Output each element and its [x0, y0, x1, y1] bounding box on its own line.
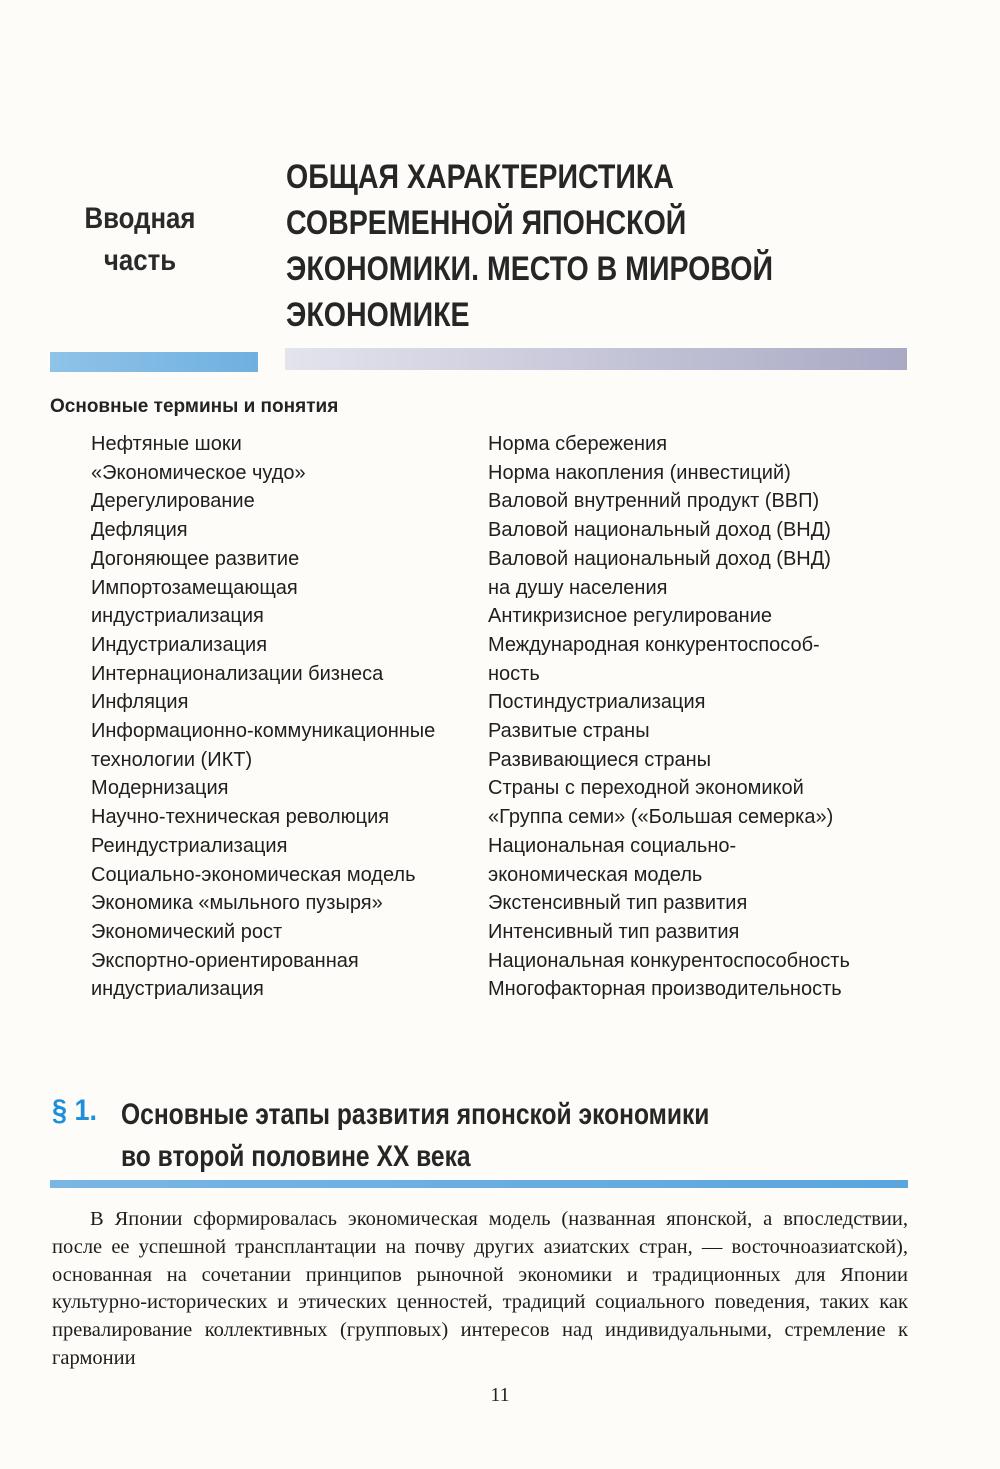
- section-title-line1: Основные этапы развития японской экономики: [121, 1098, 710, 1131]
- terms-list-left: [91, 430, 481, 1004]
- term-item: Реиндустриализация: [91, 834, 288, 857]
- chapter-title-line: ОБЩАЯ ХАРАКТЕРИСТИКА: [286, 158, 674, 196]
- term-item: Инфляция: [91, 691, 189, 714]
- term-item: Дерегулирование: [91, 490, 255, 513]
- term-item: Валовой национальный доход (ВНД): [488, 547, 831, 570]
- term-item: технологии (ИКТ): [91, 748, 253, 771]
- term-item: индустриализация: [91, 605, 264, 628]
- chapter-title: [286, 154, 874, 338]
- term-item: Научно-техническая революция: [91, 806, 390, 829]
- term-item: Норма накопления (инвестиций): [488, 461, 791, 484]
- chapter-title-line: ЭКОНОМИКЕ: [286, 296, 470, 334]
- term-item: Социально-экономическая модель: [91, 863, 416, 886]
- term-item: Страны с переходной экономикой: [488, 777, 804, 800]
- term-item: Интенсивный тип развития: [488, 920, 740, 943]
- term-item: Дефляция: [91, 519, 188, 542]
- term-item: Экономика «мыльного пузыря»: [91, 892, 383, 915]
- term-item: Национальная конкурентоспособность: [488, 949, 850, 972]
- term-item: Догоняющее развитие: [91, 547, 300, 570]
- term-item: Валовой национальный доход (ВНД): [488, 519, 831, 542]
- term-item: Индустриализация: [91, 633, 268, 656]
- term-item: индустриализация: [91, 978, 264, 1001]
- term-item: Национальная социально-: [488, 834, 737, 857]
- section-number: § 1.: [52, 1094, 98, 1127]
- term-item: Экономический рост: [91, 920, 283, 943]
- term-item: Нефтяные шоки: [91, 433, 242, 455]
- decorative-bar-right: [285, 348, 907, 370]
- term-item: Интернационализации бизнеса: [91, 662, 384, 685]
- intro-label-line1: Вводная: [84, 202, 196, 235]
- terms-list-right: [488, 430, 908, 1004]
- chapter-title-line: СОВРЕМЕННОЙ ЯПОНСКОЙ: [286, 204, 687, 242]
- term-item: Развивающиеся страны: [488, 748, 712, 771]
- chapter-title-line: ЭКОНОМИКИ. МЕСТО В МИРОВОЙ: [286, 250, 774, 288]
- term-item: Многофакторная производительность: [488, 978, 842, 1001]
- decorative-bar-left: [50, 352, 258, 372]
- term-item: Валовой внутренний продукт (ВВП): [488, 490, 820, 513]
- term-item: Экспортно-ориентированная: [91, 949, 359, 972]
- term-item: Развитые страны: [488, 720, 650, 743]
- term-item: «Экономическое чудо»: [91, 461, 306, 484]
- terms-heading: Основные термины и понятия: [50, 396, 339, 417]
- term-item: Информационно-коммуникационные: [91, 720, 436, 743]
- term-item: экономическая модель: [488, 863, 703, 886]
- term-item: Антикризисное регулирование: [488, 605, 773, 628]
- intro-label-line2: часть: [103, 244, 177, 277]
- term-item: «Группа семи» («Большая семерка»): [488, 806, 834, 829]
- intro-label: [71, 198, 209, 282]
- body-paragraph: В Японии сформировалась экономическая модель (названная японской, а впоследствии, после ее успешной трансплантации на почву других азиатских стран, — восточноазиатской), основанная на сочетании принципов рыночной экономики и традиционных для Японии культурно-исторических и этических ценностей, традиций социального поведения, таких как превалирование коллективных (групповых) интересов над индивидуальными, стремление к гармонии: [52, 1208, 908, 1369]
- term-item: Импортозамещающая: [91, 576, 298, 599]
- term-item: на душу населения: [488, 576, 668, 599]
- section-title-line2: во второй половине XX века: [121, 1140, 471, 1173]
- section-divider-bar: [50, 1180, 908, 1188]
- term-item: Международная конкурентоспособ-: [488, 633, 820, 656]
- term-item: Норма сбережения: [488, 433, 668, 455]
- term-item: Постиндустриализация: [488, 691, 706, 714]
- page-number: 11: [490, 1384, 510, 1406]
- term-item: Экстенсивный тип развития: [488, 892, 748, 915]
- term-item: ность: [488, 662, 540, 685]
- section-title: [121, 1094, 777, 1178]
- term-item: Модернизация: [91, 777, 229, 800]
